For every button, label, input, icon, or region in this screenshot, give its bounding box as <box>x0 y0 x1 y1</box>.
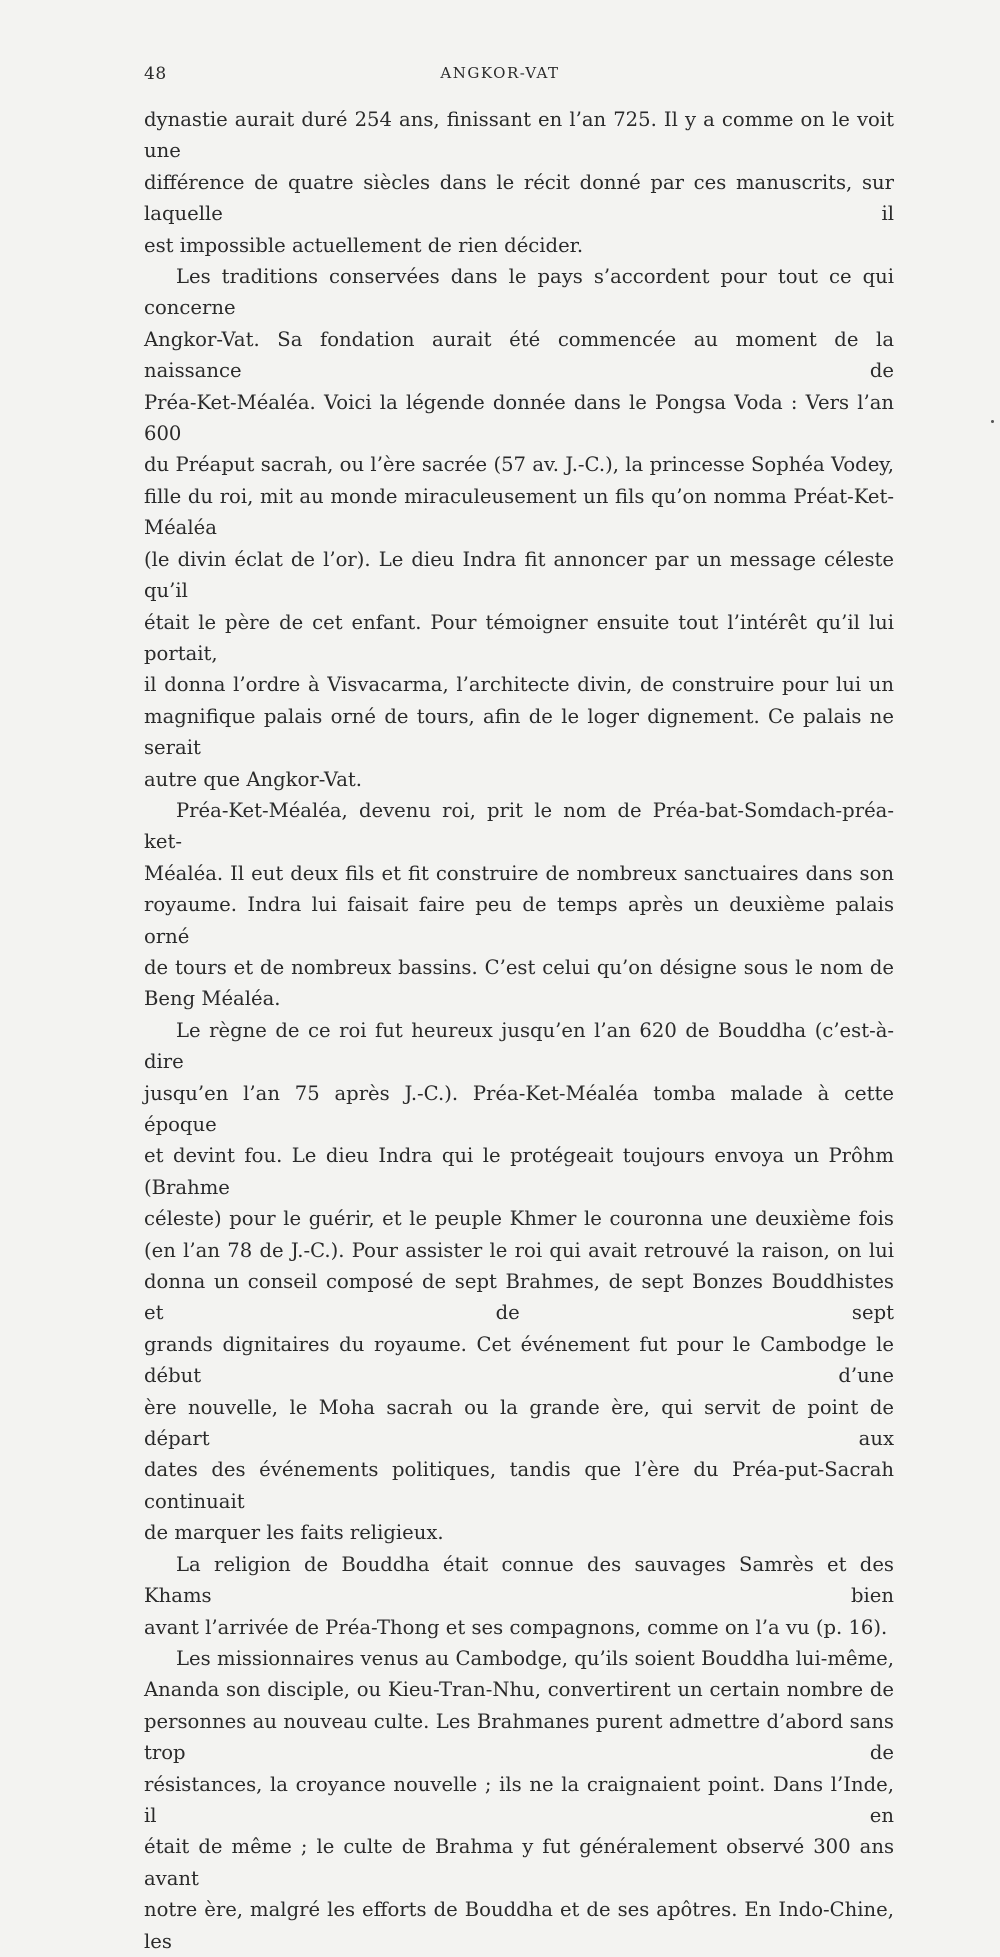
text-line: Les missionnaires venus au Cambodge, qu’ils soient Bouddha lui-même, <box>176 1646 894 1670</box>
text-line: était de même ; le culte de Brahma y fut généralement observé 300 ans avant <box>144 1835 894 1890</box>
text-line: de marquer les faits religieux. <box>144 1521 444 1545</box>
text-line: Préa-Ket-Méaléa. Voici la légende donnée dans le Pongsa Voda : Vers l’an 600 <box>144 390 894 446</box>
paragraph <box>144 1549 894 1643</box>
paragraph <box>144 261 894 795</box>
text-line: donna un conseil composé de sept Brahmes, de sept Bonzes Bouddhistes et de sept <box>144 1270 894 1325</box>
scan-speck <box>991 420 994 423</box>
text-line: Méaléa. Il eut deux fils et fit construire de nombreux sanctuaires dans son <box>144 861 894 885</box>
text-line: céleste) pour le guérir, et le peuple Khmer le couronna une deuxième fois <box>144 1207 894 1231</box>
text-line: magnifique palais orné de tours, afin de le loger dignement. Ce palais ne serait <box>144 704 894 760</box>
text-line: il donna l’ordre à Visvacarma, l’architecte divin, de construire pour lui un <box>144 673 894 697</box>
text-line: La religion de Bouddha était connue des sauvages Samrès et des Khams bien <box>144 1552 894 1608</box>
paragraph <box>144 104 894 261</box>
text-line: Beng Méaléa. <box>144 987 281 1011</box>
page-number: 48 <box>144 64 167 84</box>
text-line: fille du roi, mit au monde miraculeusement un fils qu’on nomma Préat-Ket-Méaléa <box>144 484 894 540</box>
text-line: différence de quatre siècles dans le récit donné par ces manuscrits, sur laquelle il <box>144 170 894 226</box>
paragraph <box>144 1643 894 1957</box>
running-title: ANGKOR-VAT <box>440 64 560 82</box>
text-line: dates des événements politiques, tandis que l’ère du Préa-put-Sacrah continuait <box>144 1458 894 1513</box>
text-line: Le règne de ce roi fut heureux jusqu’en l’an 620 de Bouddha (c’est-à-dire <box>144 1018 894 1074</box>
paragraph <box>144 795 894 1015</box>
text-line: résistances, la croyance nouvelle ; ils ne la craignaient point. Dans l’Inde, il en <box>144 1772 894 1827</box>
text-line: était le père de cet enfant. Pour témoigner ensuite tout l’intérêt qu’il lui portait, <box>144 610 894 665</box>
text-line: notre ère, malgré les efforts de Bouddha et de ses apôtres. En Indo-Chine, les <box>144 1898 894 1953</box>
text-line: Préa-Ket-Méaléa, devenu roi, prit le nom de Préa-bat-Somdach-préa-ket- <box>144 798 894 854</box>
text-line: grands dignitaires du royaume. Cet événement fut pour le Cambodge le début d’une <box>144 1332 894 1388</box>
text-line: royaume. Indra lui faisait faire peu de temps après un deuxième palais orné <box>144 893 894 948</box>
text-line: (le divin éclat de l’or). Le dieu Indra fit annoncer par un message céleste qu’il <box>144 547 894 603</box>
paragraph <box>144 1015 894 1549</box>
text-line: du Préaput sacrah, ou l’ère sacrée (57 av. J.-C.), la princesse Sophéa Vodey, <box>144 453 894 477</box>
text-line: jusqu’en l’an 75 après J.-C.). Préa-Ket-Méaléa tomba malade à cette époque <box>144 1081 894 1136</box>
body-text <box>144 104 894 1957</box>
text-line: Angkor-Vat. Sa fondation aurait été commencée au moment de la naissance de <box>144 327 894 383</box>
text-line: est impossible actuellement de rien décider. <box>144 233 584 257</box>
text-line: avant l’arrivée de Préa-Thong et ses compagnons, comme on l’a vu (p. 16). <box>144 1615 888 1639</box>
text-line: dynastie aurait duré 254 ans, finissant en l’an 725. Il y a comme on le voit une <box>144 108 894 163</box>
text-line: de tours et de nombreux bassins. C’est celui qu’on désigne sous le nom de <box>144 955 894 979</box>
text-line: Ananda son disciple, ou Kieu-Tran-Nhu, convertirent un certain nombre de <box>144 1678 894 1702</box>
text-line: ère nouvelle, le Moha sacrah ou la grande ère, qui servit de point de départ aux <box>144 1395 894 1451</box>
text-line: et devint fou. Le dieu Indra qui le protégeait toujours envoya un Prôhm (Brahme <box>144 1144 894 1199</box>
text-line: Les traditions conservées dans le pays s’accordent pour tout ce qui concerne <box>144 265 894 320</box>
text-line: (en l’an 78 de J.-C.). Pour assister le roi qui avait retrouvé la raison, on lui <box>144 1238 894 1262</box>
text-line: personnes au nouveau culte. Les Brahmanes purent admettre d’abord sans trop de <box>144 1709 894 1765</box>
text-line: autre que Angkor-Vat. <box>144 767 363 791</box>
